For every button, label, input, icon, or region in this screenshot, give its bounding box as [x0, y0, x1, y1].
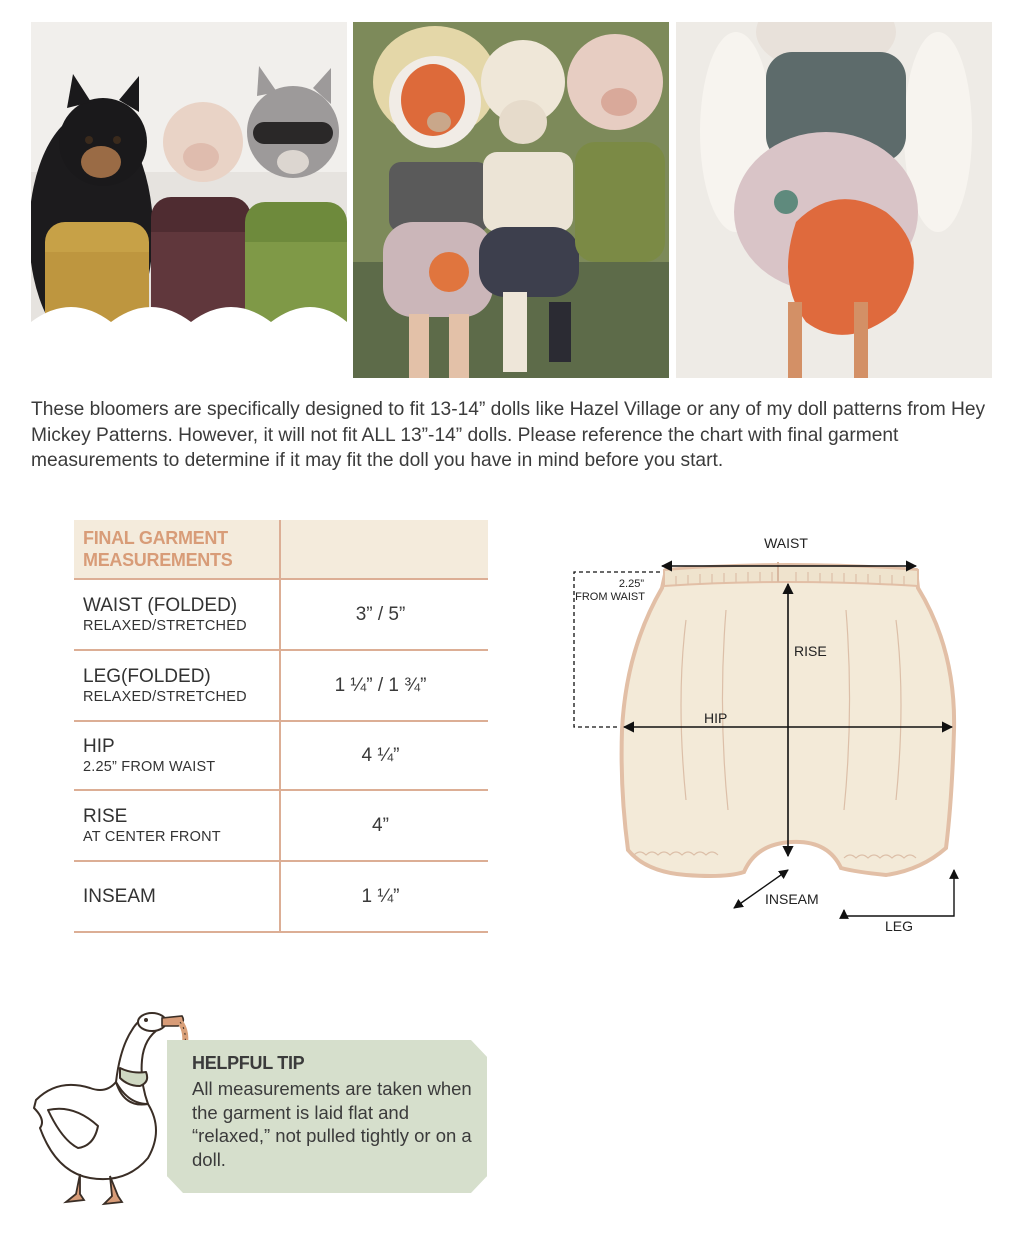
rise-sublabel: AT CENTER FRONT: [83, 828, 221, 845]
bloomers-measurement-diagram: [566, 530, 976, 940]
leg-label: LEG(FOLDED): [83, 665, 211, 687]
rise-label: RISE: [83, 805, 128, 827]
hip-sublabel: 2.25” FROM WAIST: [83, 758, 216, 775]
diagram-hip-label: HIP: [704, 710, 728, 726]
helpful-tip-body: All measurements are taken when the garment is laid flat and “relaxed,” not pulled tightly or on a doll.: [192, 1078, 472, 1170]
waist-value: 3” / 5”: [280, 579, 488, 650]
diagram-inseam-label: INSEAM: [765, 891, 819, 907]
intro-paragraph: These bloomers are specifically designed to fit 13-14” dolls like Hazel Village or any of my doll patterns from Hey Mickey Patterns. However, it will not fit ALL 13”-14” dolls. Please reference the chart with final garment measurements to determine if it may fit the doll you have in mind before you start.: [31, 399, 986, 471]
table-title-line2: MEASUREMENTS: [83, 550, 233, 570]
waist-label: WAIST (FOLDED): [83, 594, 238, 616]
table-title-line1: FINAL GARMENT: [83, 528, 228, 548]
hip-label: HIP: [83, 735, 115, 757]
diagram-waist-label: WAIST: [764, 535, 808, 551]
table-row-waist: [74, 579, 488, 650]
photo-doll-back-view: [676, 22, 992, 378]
helpful-tip-title: HELPFUL TIP: [192, 1053, 305, 1073]
waist-sublabel: RELAXED/STRETCHED: [83, 617, 247, 634]
leg-sublabel: RELAXED/STRETCHED: [83, 688, 247, 705]
leg-value: 1 ¼” / 1 ¾”: [280, 650, 488, 721]
final-measurements-table: [74, 520, 488, 933]
table-row-inseam: [74, 861, 488, 932]
hip-value: 4 ¼”: [280, 721, 488, 790]
table-row-rise: [74, 790, 488, 861]
diagram-rise-label: RISE: [794, 643, 827, 659]
diagram-from-waist-line2: FROM WAIST: [575, 591, 645, 603]
table-header-empty-cell: [280, 520, 488, 579]
table-header-row: [74, 520, 488, 579]
inseam-label: INSEAM: [83, 885, 156, 907]
table-row-hip: [74, 721, 488, 790]
diagram-from-waist-line1: 2.25”: [618, 578, 644, 590]
inseam-value: 1 ¼”: [280, 861, 488, 932]
rise-value: 4”: [280, 790, 488, 861]
diagram-leg-label: LEG: [884, 918, 914, 934]
table-row-leg: [74, 650, 488, 721]
photo-fox-lamb-pig-dolls: [353, 22, 669, 378]
photo-cat-pig-raccoon-dolls: [31, 22, 347, 378]
table-header-cell: [74, 520, 280, 579]
